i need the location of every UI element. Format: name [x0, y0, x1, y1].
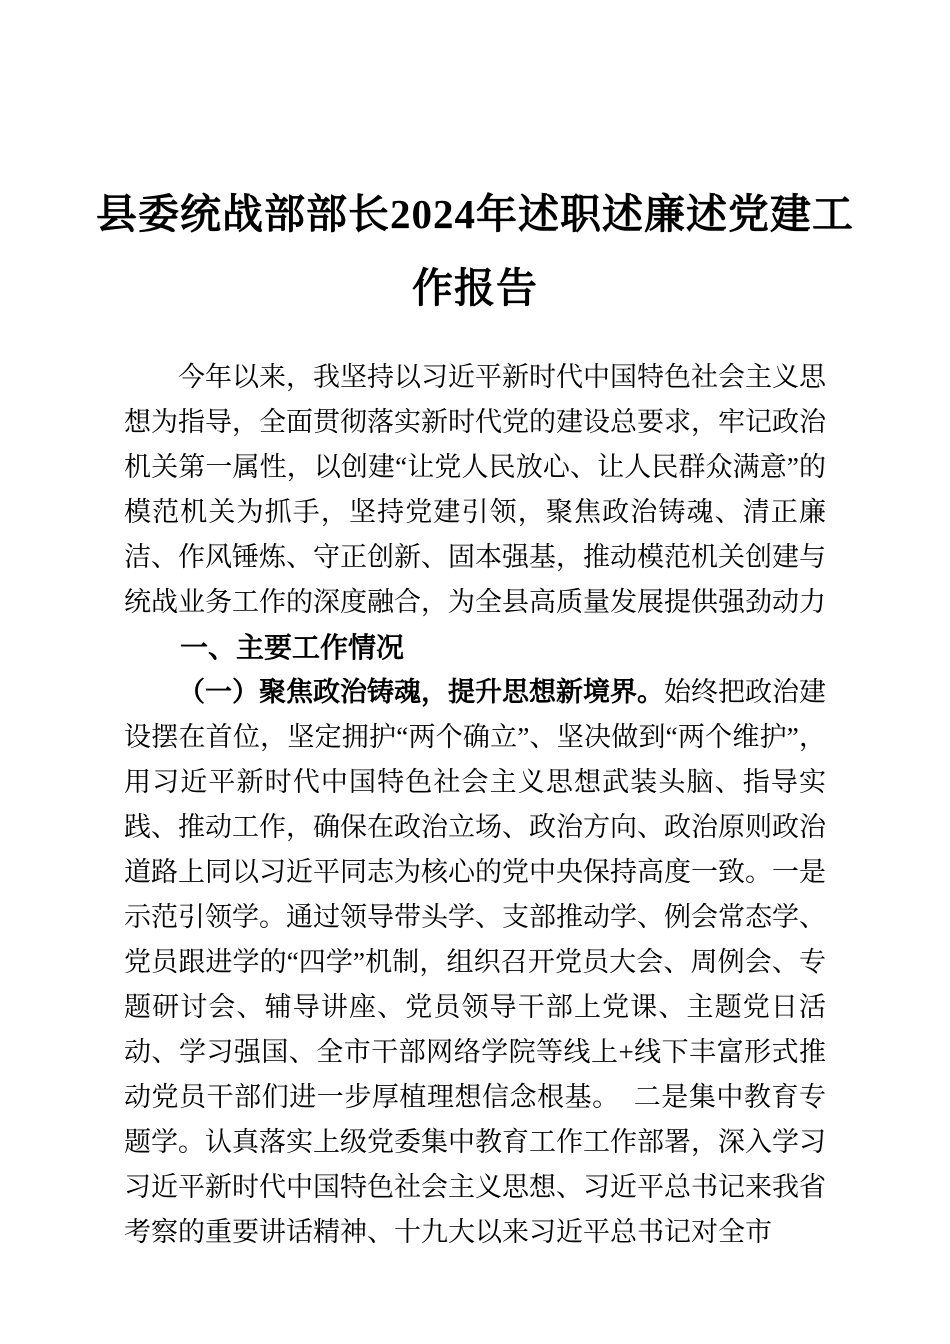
section-1-item-1-paragraph	[124, 670, 826, 1255]
document-title	[0, 27, 950, 325]
document-body	[124, 355, 826, 1255]
intro-paragraph: 今年以来，我坚持以习近平新时代中国特色社会主义思想为指导，全面贯彻落实新时代党的建设总要求，牢记政治机关第一属性，以创建“让党人民放心、让人民群众满意”的模范机关为抓手，坚持党建引领，聚焦政治铸魂、清正廉洁、作风锤炼、守正创新、固本强基，推动模范机关创建与统战业务工作的深度融合，为全县高质量发展提供强劲动力	[124, 362, 826, 618]
section-1-item-1-lead: （一）聚焦政治铸魂，提升思想新境界。	[178, 677, 664, 708]
document-title-line-2: 作报告	[412, 265, 538, 312]
document-title-line-1: 县委统战部部长2024年述职述廉述党建工	[96, 191, 854, 238]
section-1-item-1-body: 始终把政治建设摆在首位，坚定拥护“两个确立”、坚决做到“两个维护”，用习近平新时代中国特色社会主义思想武装头脑、指导实践、推动工作，确保在政治立场、政治方向、政治原则政治道路上同以习近平同志为核心的党中央保持高度一致。一是示范引领学。通过领导带头学、支部推动学、例会常态学、党员跟进学的“四学”机制，组织召开党员大会、周例会、专题研讨会、辅导讲座、党员领导干部上党课、主题党日活动、学习强国、全市干部网络学院等线上+线下丰富形式推动党员干部们进一步厚植理想信念根基。 二是集中教育专题学。认真落实上级党委集中教育工作工作部署，深入学习习近平新时代中国特色社会主义思想、习近平总书记来我省考察的重要讲话精神、十九大以来习近平总书记对全市	[124, 677, 826, 1248]
section-1-heading: 一、主要工作情况	[180, 632, 405, 664]
